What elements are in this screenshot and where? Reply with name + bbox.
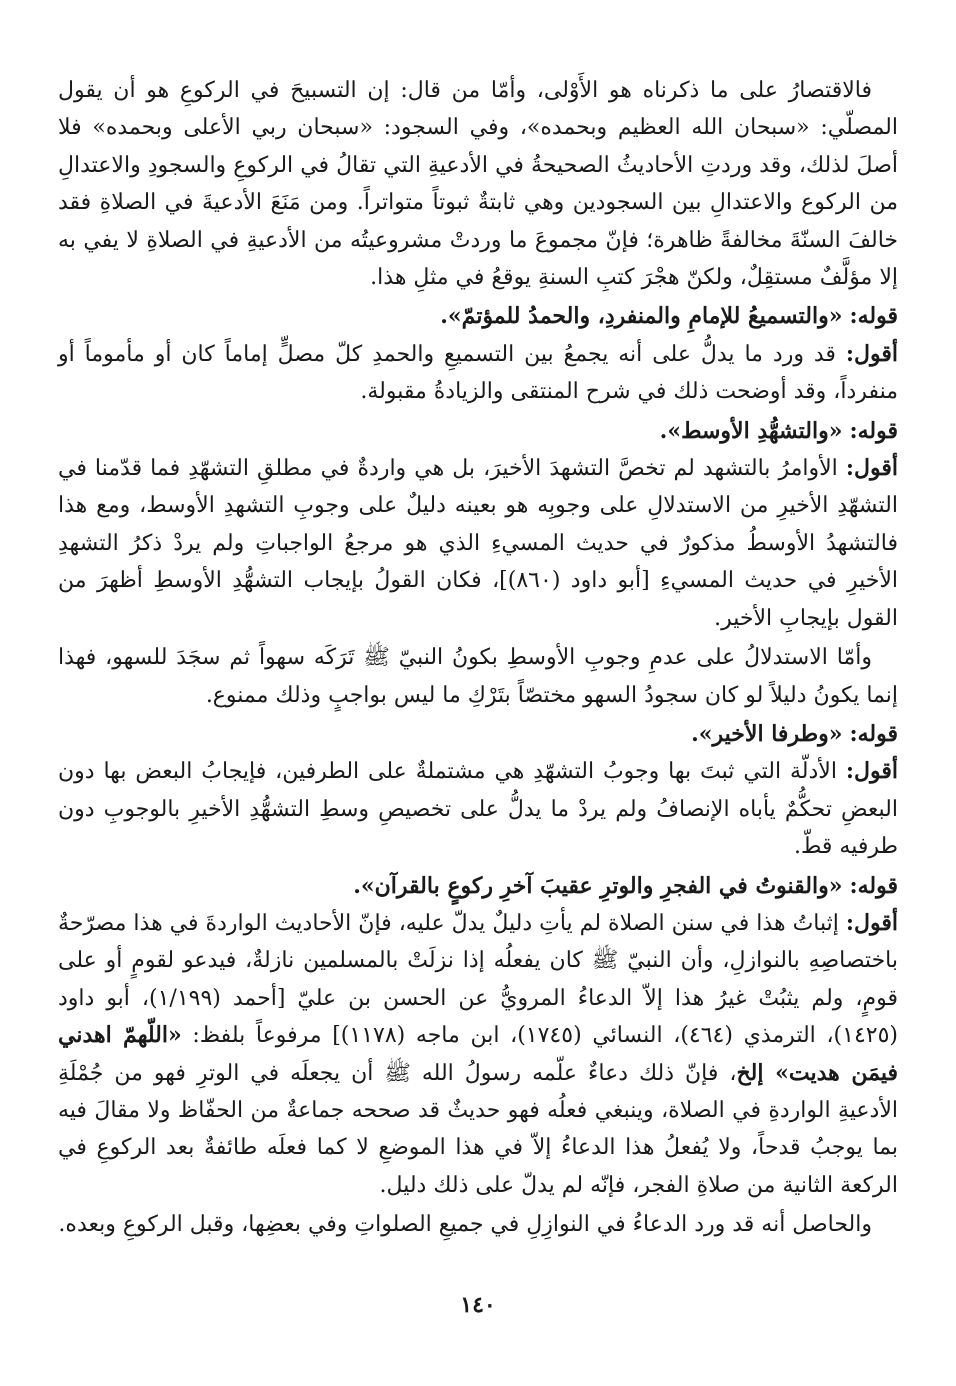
paragraph-3 (58, 1206, 898, 1243)
qawl-3-text: «وطرفا الأخير». (691, 720, 843, 747)
qawl-4-text: «والقنوتُ في الفجرِ والوترِ عقيبَ آخرِ ركوعٍ بالقرآن». (353, 872, 843, 899)
aqul-4-text: إثباتُ هذا في سنن الصلاة لم يأتِ دليلٌ يدلّ عليه، فإنّ الأحاديث الواردةَ في هذا مصرّحةٌ باختصاصِهِ بالنوازلِ، وأن النبيّ ﷺ كان يفعلُه إذا نزلَتْ بالمسلمين نازلةٌ، فيدعو لقومٍ أو على قومٍ، ولم يثبُتْ غيرُ هذا إلاّ الدعاءُ المرويُّ عن الحسن بن عليّ [أحمد (١/١٩٩)، أبو داود (١٤٢٥)، الترمذي (٤٦٤)، النسائي (١٧٤٥)، ابن ماجه (١١٧٨)] مرفوعاً بلفظ: (58, 910, 898, 1049)
aqul-4-text-after: ، فإنّ ذلك دعاءٌ علّمه رسولُ الله ﷺ أن يجعلَه في الوترِ فهو من جُمْلَةِ الأدعيةِ الواردةِ في الصلاة، وينبغي فعلُه فهو حديثٌ قد صححه جماعةٌ من الحفّاظ ولا مقالَ فيه بما يوجبُ قدحاً، ولا يُفعلُ هذا الدعاءُ إلاّ في هذا الموضعِ لا كما فعلَه طائفةٌ بعد الركوعِ في الركعة الثانية من صلاةِ الفجر، فإنّه لم يدلّ على ذلك دليل. (58, 1060, 898, 1198)
aqul-4-label: أقول: (845, 909, 898, 936)
paragraph-2 (58, 639, 898, 714)
paragraph-3-text: والحاصل أنه قد ورد الدعاءُ في النوازِلِ في جميعِ الصلواتِ وفي بعضِها، وقبل الركوعِ وبعده. (58, 1212, 872, 1238)
aqul-1 (58, 336, 898, 411)
qawl-2 (58, 413, 898, 450)
qawl-1-label: قوله: (849, 303, 898, 330)
aqul-3-text: الأدلّة التي ثبتَ بها وجوبُ التشهّدِ هي مشتملةٌ على الطرفين، فإيجابُ البعض بها دون البعضِ تحكُّمٌ يأباه الإنصافُ ولم يردْ ما يدلُّ على تخصيصِ وسطِ التشهُّدِ الأخيرِ بالوجوبِ دون طرفيه قطّ. (58, 759, 898, 860)
qawl-3-label: قوله: (849, 720, 898, 747)
qawl-3 (58, 716, 898, 753)
page-body (58, 72, 898, 1246)
aqul-1-text: قد ورد ما يدلُّ على أنه يجمعُ بين التسميعِ والحمدِ كلّ مصلٍّ إماماً كان أو مأموماً أو منفرداً، وقد أوضحت ذلك في شرح المنتقى والزيادةُ مقبولة. (58, 341, 898, 405)
qawl-1 (58, 298, 898, 335)
qawl-4-label: قوله: (849, 872, 898, 899)
aqul-2 (58, 450, 898, 637)
qawl-4 (58, 868, 898, 905)
paragraph-1 (58, 72, 898, 296)
aqul-3 (58, 753, 898, 865)
qawl-2-text: «والتشهُّدِ الأوسط». (659, 417, 843, 444)
aqul-1-label: أقول: (845, 340, 898, 367)
paragraph-1-text: فالاقتصارُ على ما ذكرناه هو الأَوْلى، وأمّا من قال: إن التسبيحَ في الركوعِ هو أن يقول المصلّي: «سبحان الله العظيم وبحمده»، وفي السجود: «سبحان ربي الأعلى وبحمده» فلا أصلَ لذلك، وقد وردتِ الأحاديثُ الصحيحةُ في الأدعيةِ التي تقالُ في الركوعِ والسجودِ والاعتدالِ من الركوع والاعتدالِ بين السجودين وهي ثابتةٌ ثبوتاً متواتراً. ومن مَنَعَ الأدعيةَ في الصلاةِ فقد خالفَ السنّةَ مخالفةً ظاهرة؛ فإنّ مجموعَ ما وردتْ مشروعيتُه من الأدعيةِ في الصلاةِ لا يفي به إلا مؤلَّفٌ مستقِلٌ، ولكنّ هجْرَ كتبِ السنةِ يوقعُ في مثلِ هذا. (58, 78, 898, 291)
aqul-2-text: الأوامرُ بالتشهد لم تخصَّ التشهدَ الأخيرَ، بل هي واردةٌ في مطلقِ التشهّدِ فما قدّمنا في التشهّدِ الأخيرِ من الاستدلالِ على وجوبِه هو بعينه دليلٌ على وجوبِ التشهدِ الأوسط، ومع هذا فالتشهدُ الأوسطُ مذكورٌ في حديث المسيءِ الذي هو مرجعُ الواجباتِ ولم يردْ ذكرُ التشهدِ الأخيرِ في حديث المسيءِ [أبو داود (٨٦٠)]، فكان القولُ بإيجاب التشهُّدِ الأوسطِ أظهرَ من القول بإيجابِ الأخير. (58, 456, 898, 631)
aqul-4 (58, 905, 898, 1204)
aqul-4-dua-quote: «اللّهمّ اهدني فيمَن هديت» إلخ (58, 1022, 898, 1086)
aqul-3-label: أقول: (845, 758, 898, 785)
aqul-2-label: أقول: (845, 455, 898, 482)
paragraph-2-text: وأمّا الاستدلالُ على عدمِ وجوبِ الأوسطِ بكونُ النبيّ ﷺ تَرَكَه سهواً ثم سجَدَ للسهو، فهذا إنما يكونُ دليلاً لو كان سجودُ السهو مختصّاً بتَرْكِ ما ليس بواجبٍ وذلك ممنوع. (58, 645, 898, 708)
page-number: ١٤٠ (460, 1292, 496, 1318)
qawl-1-text: «والتسميعُ للإمامِ والمنفردِ، والحمدُ للمؤتمّ». (440, 303, 843, 330)
qawl-2-label: قوله: (849, 417, 898, 444)
